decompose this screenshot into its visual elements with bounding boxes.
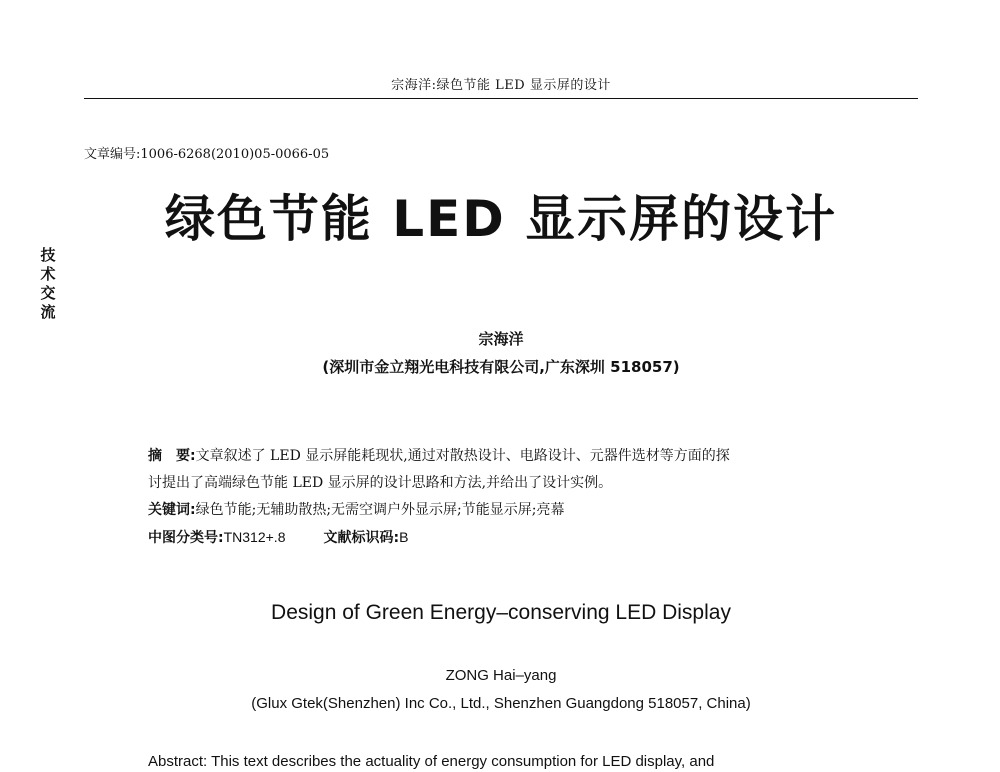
affiliation-cn: (深圳市金立翔光电科技有限公司,广东深圳 518057) [322,358,680,376]
keywords-line [148,497,878,524]
doc-code-label: 文献标识码: [323,530,400,546]
abstract-text-2: 讨提出了高端绿色节能 LED 显示屏的设计思路和方法,并给出了设计实例。 [148,475,613,491]
keywords-text: 绿色节能;无辅助散热;无需空调户外显示屏;节能显示屏;亮幕 [195,502,565,518]
title-cn: 绿色节能 LED 显示屏的设计 [164,190,838,248]
author-en: ZONG Hai–yang [445,667,557,684]
abstract-en-partial: Abstract: This text describes the actuality of energy consumption for LED display, and [148,753,715,770]
author-cn: 宗海洋 [478,330,524,348]
article-number: 文章编号:1006-6268(2010)05-0066-05 [84,147,330,162]
abstract-meta-block [148,443,878,552]
side-label: 技术交流 [40,246,56,321]
abstract-line-2 [148,470,878,497]
classification-line [148,524,878,552]
running-header: 宗海洋:绿色节能 LED 显示屏的设计 [391,78,611,93]
abstract-text-1: 文章叙述了 LED 显示屏能耗现状,通过对散热设计、电路设计、元器件选材等方面的探 [195,448,730,464]
title-en: Design of Green Energy–conserving LED Display [271,601,731,624]
abstract-label: 摘 要: [148,448,196,464]
affiliation-en: (Glux Gtek(Shenzhen) Inc Co., Ltd., Shenzhen Guangdong 518057, China) [251,695,751,712]
abstract-line-1 [148,443,878,470]
doc-code-value: B [399,529,409,545]
clc-value: TN312+.8 [223,529,286,545]
header-rule [84,98,918,99]
clc-label: 中图分类号: [148,530,224,546]
keywords-label: 关键词: [148,502,196,518]
